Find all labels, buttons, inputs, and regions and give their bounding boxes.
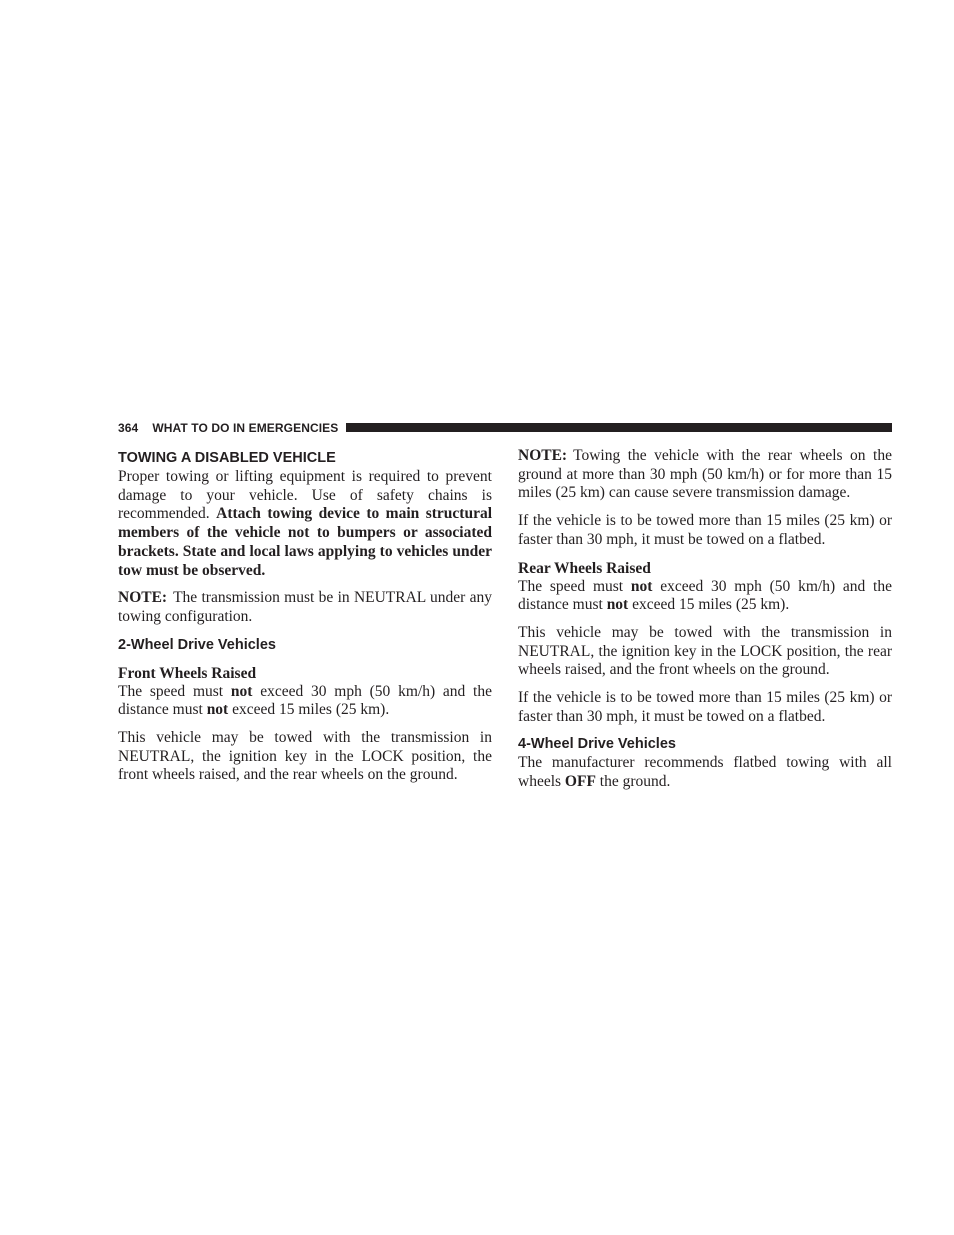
front-wheels-raised-heading: Front Wheels Raised	[118, 664, 257, 682]
header-rule	[346, 423, 892, 432]
towing-heading: TOWING A DISABLED VEHICLE	[118, 450, 336, 466]
rear-ground-note	[518, 447, 892, 503]
front-speed-text-2: exceed 30 mph (50 km/h) and the distance must	[118, 682, 492, 719]
note-label: NOTE:	[118, 589, 168, 607]
note-label: NOTE:	[518, 447, 568, 464]
left-column	[118, 447, 492, 794]
front-speed-text-3: exceed 15 miles (25 km).	[228, 701, 390, 719]
rear-speed-bold-1: not	[630, 577, 653, 595]
intro-warning: Attach towing device to main structural members of the vehicle not to bumpers or associated brackets. State and local laws applying to vehicles under tow must be observed.	[118, 505, 493, 579]
rear-speed-paragraph	[518, 578, 892, 615]
page-number: 364	[118, 420, 139, 435]
four-wd-text-1: The manufacturer recommends flatbed towing with all wheels	[518, 754, 892, 791]
four-wheel-drive-heading: 4-Wheel Drive Vehicles	[518, 736, 676, 753]
flatbed-paragraph-2: If the vehicle is to be towed more than 15 miles (25 km) or faster than 30 mph, it must be towed on a flatbed.	[518, 689, 892, 725]
four-wheel-drive-paragraph	[518, 754, 892, 791]
flatbed-paragraph-1: If the vehicle is to be towed more than 15 miles (25 km) or faster than 30 mph, it must be towed on a flatbed.	[518, 512, 892, 548]
two-wheel-drive-heading: 2-Wheel Drive Vehicles	[118, 636, 276, 653]
front-towing-paragraph: This vehicle may be towed with the transmission in NEUTRAL, the ignition key in the LOCK position, the front wheels raised, and the rear wheels on the ground.	[118, 729, 492, 784]
section-title: WHAT TO DO IN EMERGENCIES	[152, 420, 339, 435]
rear-speed-bold-2: not	[606, 596, 629, 614]
front-speed-bold-1: not	[230, 682, 253, 700]
page-header	[118, 419, 892, 436]
four-wd-text-2: the ground.	[595, 773, 671, 791]
note-text: The transmission must be in NEUTRAL under any towing configuration.	[118, 589, 492, 625]
front-speed-paragraph	[118, 683, 492, 720]
note-text: Towing the vehicle with the rear wheels on the ground at more than 30 mph (50 km/h) or for more than 15 miles (25 km) can cause severe transmission damage.	[518, 447, 892, 502]
rear-speed-text-1: The speed must	[518, 577, 631, 595]
rear-wheels-raised-heading: Rear Wheels Raised	[518, 559, 651, 577]
front-speed-bold-2: not	[206, 701, 229, 719]
four-wd-bold: OFF	[564, 773, 596, 791]
front-speed-text-1: The speed must	[118, 682, 231, 700]
rear-towing-paragraph: This vehicle may be towed with the transmission in NEUTRAL, the ignition key in the LOCK position, the rear wheels raised, and the front wheels on the ground.	[518, 623, 892, 679]
rear-speed-text-2: exceed 30 mph (50 km/h) and the distance must	[518, 577, 892, 614]
intro-paragraph	[118, 468, 492, 580]
rear-speed-text-3: exceed 15 miles (25 km).	[628, 596, 790, 614]
right-column	[518, 447, 892, 801]
intro-text: Proper towing or lifting equipment is required to prevent damage to your vehicle. Use of safety chains is recommended.	[118, 468, 492, 523]
neutral-note	[118, 589, 492, 626]
